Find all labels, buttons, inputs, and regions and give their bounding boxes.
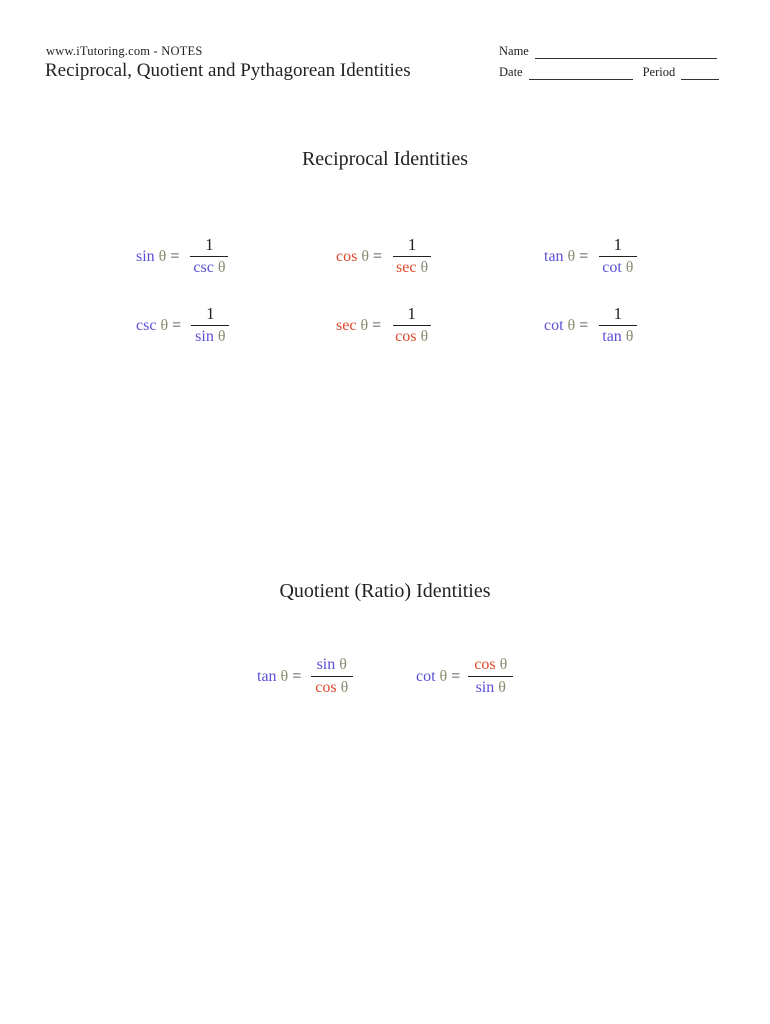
- theta-symbol: θ: [567, 316, 576, 334]
- theta-symbol: θ: [339, 656, 347, 673]
- identity-cot-quotient: [416, 656, 513, 697]
- lhs-function: csc: [136, 316, 157, 334]
- identity-cot-reciprocal: [544, 305, 639, 346]
- denominator-function: csc: [193, 259, 214, 276]
- page-title: Reciprocal, Quotient and Pythagorean Identities: [45, 60, 411, 81]
- theta-symbol: θ: [360, 316, 369, 334]
- theta-symbol: θ: [340, 679, 349, 696]
- fraction: [468, 656, 513, 697]
- fraction: [187, 236, 231, 277]
- numerator: 1: [599, 305, 637, 326]
- identity-cos-reciprocal: [336, 236, 434, 277]
- theta-symbol: θ: [499, 656, 508, 673]
- fraction: [390, 236, 434, 277]
- equals-sign: =: [451, 667, 461, 685]
- fraction: [596, 305, 639, 346]
- denominator-function: sin: [195, 328, 214, 345]
- quotient-section-title: Quotient (Ratio) Identities: [279, 580, 491, 602]
- lhs-function: tan: [544, 247, 564, 265]
- theta-symbol: θ: [625, 259, 634, 276]
- date-field[interactable]: [529, 69, 633, 80]
- numerator-function: sin: [316, 656, 336, 673]
- theta-symbol: θ: [158, 247, 167, 265]
- date-field-row: [499, 65, 719, 80]
- denominator-function: cot: [602, 259, 622, 276]
- theta-symbol: θ: [625, 328, 634, 345]
- theta-symbol: θ: [160, 316, 169, 334]
- period-field[interactable]: [681, 69, 719, 80]
- reciprocal-section-title: Reciprocal Identities: [301, 148, 469, 170]
- identity-tan-reciprocal: [544, 236, 639, 277]
- equals-sign: =: [292, 667, 302, 685]
- identity-tan-quotient: [257, 656, 354, 697]
- equals-sign: =: [170, 247, 180, 265]
- numerator: 1: [599, 236, 637, 257]
- theta-symbol: θ: [361, 247, 369, 265]
- equals-sign: =: [172, 316, 182, 334]
- lhs-function: cot: [416, 667, 436, 685]
- period-label: Period: [642, 65, 676, 79]
- theta-symbol: θ: [439, 667, 448, 685]
- fraction: [596, 236, 639, 277]
- denominator-function: cos: [315, 679, 337, 696]
- lhs-function: sin: [136, 247, 155, 265]
- numerator: 1: [191, 305, 229, 326]
- denominator-function: sec: [396, 259, 417, 276]
- numerator: 1: [393, 305, 431, 326]
- theta-symbol: θ: [420, 328, 429, 345]
- theta-symbol: θ: [217, 328, 226, 345]
- equals-sign: =: [372, 316, 382, 334]
- numerator: 1: [190, 236, 228, 257]
- lhs-function: tan: [257, 667, 277, 685]
- denominator-function: tan: [602, 328, 622, 345]
- theta-symbol: θ: [567, 247, 576, 265]
- lhs-function: cot: [544, 316, 564, 334]
- theta-symbol: θ: [217, 259, 226, 276]
- fraction: [389, 305, 434, 346]
- fraction: [309, 656, 354, 697]
- identity-sec-reciprocal: [336, 305, 434, 346]
- date-label: Date: [499, 65, 523, 79]
- fraction: [189, 305, 231, 346]
- site-label: www.iTutoring.com - NOTES: [46, 44, 203, 58]
- identity-csc-reciprocal: [136, 305, 231, 346]
- denominator-function: cos: [395, 328, 417, 345]
- identity-sin-reciprocal: [136, 236, 231, 277]
- equals-sign: =: [579, 247, 589, 265]
- name-label: Name: [499, 44, 529, 58]
- equals-sign: =: [373, 247, 383, 265]
- name-field-row: [499, 44, 717, 59]
- lhs-function: cos: [336, 247, 358, 265]
- theta-symbol: θ: [420, 259, 429, 276]
- theta-symbol: θ: [280, 667, 289, 685]
- name-field[interactable]: [535, 48, 717, 59]
- equals-sign: =: [579, 316, 589, 334]
- theta-symbol: θ: [498, 679, 506, 696]
- denominator-function: sin: [475, 679, 495, 696]
- lhs-function: sec: [336, 316, 357, 334]
- numerator: 1: [393, 236, 431, 257]
- numerator-function: cos: [474, 656, 496, 673]
